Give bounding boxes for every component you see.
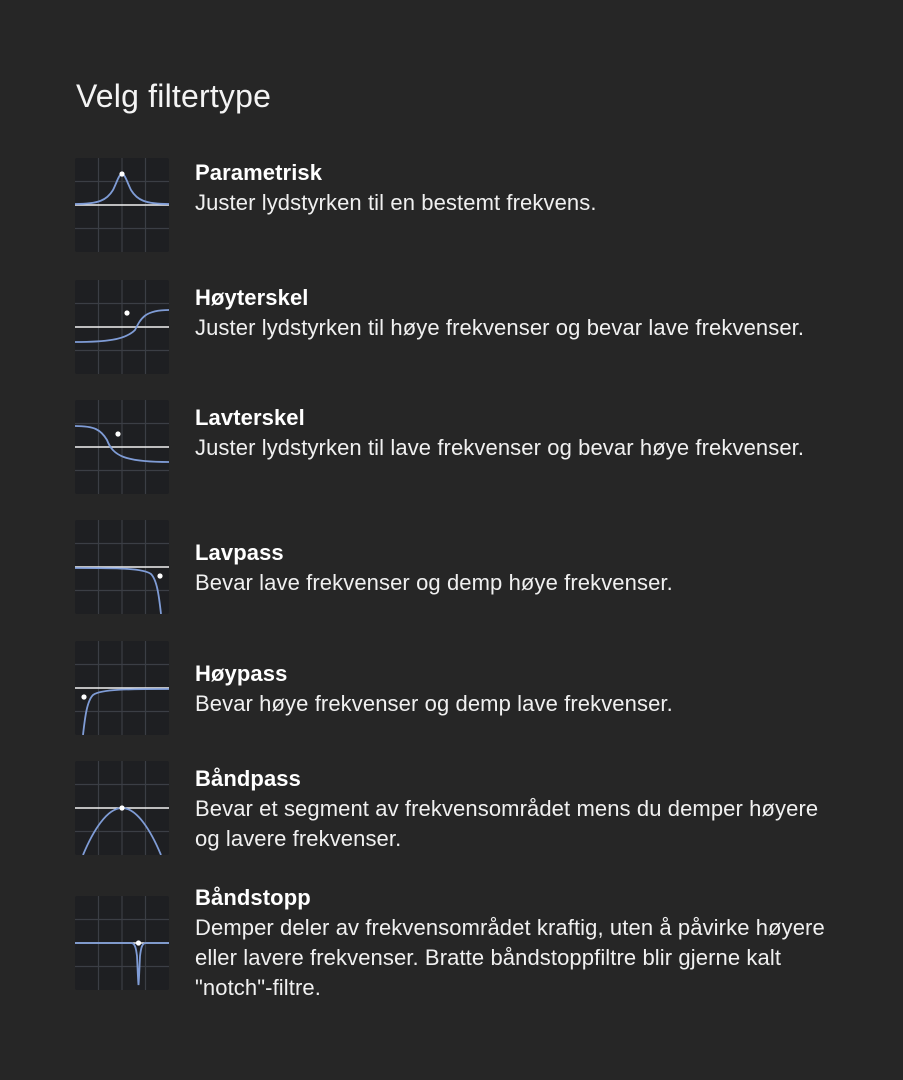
filter-title: Båndstopp (195, 885, 311, 910)
filter-description: Bevar høye frekvenser og demp lave frekvenser. (195, 691, 673, 716)
low-pass-curve-icon (75, 520, 169, 614)
filter-description: Juster lydstyrken til høye frekvenser og bevar lave frekvenser. (195, 315, 805, 340)
filter-description: Demper deler av frekvensområdet kraftig, uten å påvirke høyere eller lavere frekvenser. Bratte båndstoppfiltre blir gjerne kalt "notch"-filtre. (195, 915, 825, 1000)
filter-title: Parametrisk (195, 160, 323, 185)
filter-description: Bevar lave frekvenser og demp høye frekvenser. (195, 570, 673, 595)
band-stop-curve-icon (75, 896, 169, 990)
low-shelf-curve-icon (75, 400, 169, 494)
filter-title: Høyterskel (195, 285, 309, 310)
band-pass-curve-icon (75, 761, 169, 855)
filter-title: Høypass (195, 661, 288, 686)
page-title: Velg filtertype (76, 78, 272, 114)
filter-title: Båndpass (195, 766, 301, 791)
parametric-curve-icon (75, 158, 169, 252)
high-shelf-curve-icon (75, 280, 169, 374)
filter-description: Bevar et segment av frekvensområdet mens du demper høyere og lavere frekvenser. (195, 796, 819, 851)
filter-title: Lavpass (195, 540, 284, 565)
filter-title: Lavterskel (195, 405, 305, 430)
high-pass-curve-icon (75, 641, 169, 735)
filter-description: Juster lydstyrken til en bestemt frekvens. (195, 190, 597, 215)
filter-description: Juster lydstyrken til lave frekvenser og bevar høye frekvenser. (195, 435, 805, 460)
